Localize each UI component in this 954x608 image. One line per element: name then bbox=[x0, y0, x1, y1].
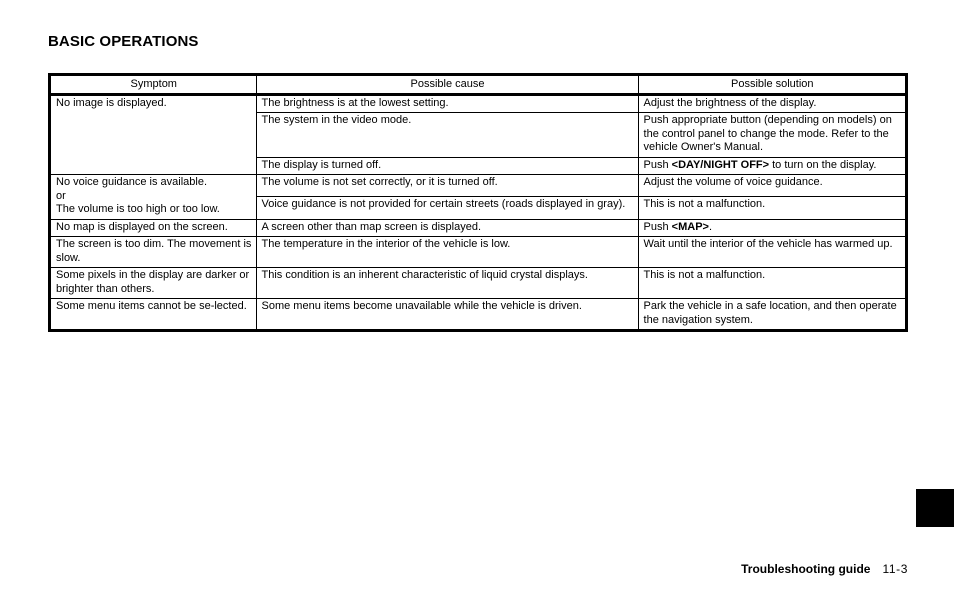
symptom-line: The volume is too high or too low. bbox=[56, 203, 220, 215]
symptom-line: No voice guidance is available. bbox=[56, 176, 208, 188]
header-possible-cause: Possible cause bbox=[256, 75, 638, 95]
cause-cell: The system in the video mode. bbox=[256, 113, 638, 158]
solution-cell: Push appropriate button (depending on models) on the control panel to change the mode. Refer to the vehicle Owner's Manual. bbox=[638, 113, 906, 158]
cause-cell: Some menu items become unavailable while the vehicle is driven. bbox=[256, 299, 638, 331]
symptom-cell: The screen is too dim. The movement is slow. bbox=[50, 237, 257, 268]
solution-text: . bbox=[708, 220, 713, 233]
solution-cell bbox=[638, 219, 906, 237]
solution-cell: This is not a malfunction. bbox=[638, 197, 906, 219]
solution-text: to turn on the display. bbox=[769, 158, 877, 171]
troubleshooting-table bbox=[48, 73, 908, 332]
symptom-cell bbox=[50, 175, 257, 220]
section-heading: BASIC OPERATIONS bbox=[48, 33, 199, 50]
page-number: 11-3 bbox=[882, 562, 908, 576]
day-night-off-key: <DAY/NIGHT OFF> bbox=[671, 158, 770, 171]
chapter-tab-marker bbox=[916, 489, 954, 527]
table-row bbox=[50, 94, 907, 113]
solution-cell: Adjust the volume of voice guidance. bbox=[638, 175, 906, 197]
symptom-cell: Some menu items cannot be se-lected. bbox=[50, 299, 257, 331]
solution-text: Push bbox=[643, 220, 672, 233]
symptom-cell: No image is displayed. bbox=[50, 94, 257, 175]
table-row bbox=[50, 219, 907, 237]
page-footer bbox=[741, 562, 908, 576]
solution-text: Push bbox=[643, 158, 672, 171]
map-key: <MAP> bbox=[671, 220, 709, 233]
cause-cell: This condition is an inherent characteristic of liquid crystal displays. bbox=[256, 268, 638, 299]
cause-cell: A screen other than map screen is displayed. bbox=[256, 219, 638, 237]
cause-cell: The volume is not set correctly, or it is turned off. bbox=[256, 175, 638, 197]
table-row bbox=[50, 175, 907, 197]
footer-section-title: Troubleshooting guide bbox=[741, 562, 871, 576]
solution-cell: Adjust the brightness of the display. bbox=[638, 94, 906, 113]
cause-cell: The brightness is at the lowest setting. bbox=[256, 94, 638, 113]
table-row bbox=[50, 268, 907, 299]
solution-cell: Wait until the interior of the vehicle has warmed up. bbox=[638, 237, 906, 268]
table-row bbox=[50, 237, 907, 268]
symptom-cell: Some pixels in the display are darker or brighter than others. bbox=[50, 268, 257, 299]
cause-cell: Voice guidance is not provided for certain streets (roads displayed in gray). bbox=[256, 197, 638, 219]
symptom-or: or bbox=[56, 189, 66, 202]
table-header-row bbox=[50, 75, 907, 95]
table-row bbox=[50, 299, 907, 331]
cause-cell: The display is turned off. bbox=[256, 157, 638, 175]
header-symptom: Symptom bbox=[50, 75, 257, 95]
header-possible-solution: Possible solution bbox=[638, 75, 906, 95]
solution-cell: This is not a malfunction. bbox=[638, 268, 906, 299]
cause-cell: The temperature in the interior of the vehicle is low. bbox=[256, 237, 638, 268]
solution-cell bbox=[638, 157, 906, 175]
symptom-cell: No map is displayed on the screen. bbox=[50, 219, 257, 237]
solution-cell: Park the vehicle in a safe location, and then operate the navigation system. bbox=[638, 299, 906, 331]
